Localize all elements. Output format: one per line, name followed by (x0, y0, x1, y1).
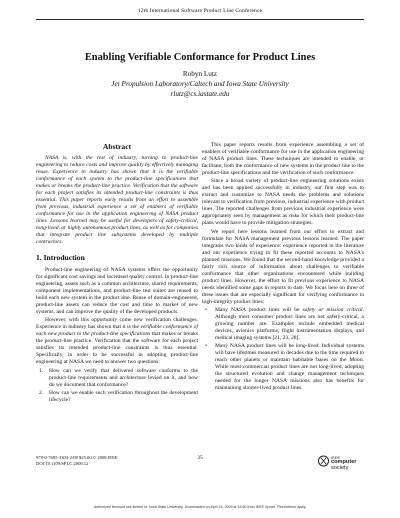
body-paragraph-2: Since a broad variety of product-line engineering solutions exists and has been applied successfully in industry, our first step was to extract and customize to NASA needs the problems and solutions relevant to verification from previous, industrial experience with product lines. The reported challenges from previous industrial experience were appropriately seen by management as risks for which their product-line plans would have to provide mitigation strategies. (202, 178, 364, 227)
author-affiliation: Jet Propulsion Laboratory/Caltech and Iowa State University (111, 80, 289, 88)
abstract-text: NASA is, with the rest of industry, turning to product-line engineering to reduce costs and improve quality by effectively managing reuse. Experience in industry has shown that it is the verifiable conformance of each system to the product-line specifications that makes or breaks the product-line practice. Verification that the software for each project satisfies its intended product-line constraints is thus essential. This paper reports early results from an effort to assemble from previous, industrial experience a set of enablers of verifiable conformance for use in the application engineering of NASA product lines. Lessons learned may be useful for developers of safety-critical, long-lived, or highly autonomous product lines, as well as for companies that integrate product line subsystems developed by multiple contractors. (36, 155, 198, 245)
logo-line-3: society (331, 464, 349, 471)
ieee-computer-society-logo (318, 452, 368, 472)
author-name: Robyn Lutz (182, 70, 218, 78)
logo-line-2: computer (331, 459, 357, 466)
body-paragraph-3: We report here lessons learned from our effort to extract and formulate for NASA management previous lessons learned. The paper integrates two kinds of experience: experience reported in the literature and our experience trying to fit these reported accounts to NASA's planned missions. We found that the second-hand knowledge provided a fairly rich source of information about challenges to verifiable conformance that other organizations encountered while building product lines. However, the effort to fit previous experience to NASA needs identified some gaps in reports to date. We focus here on three of these issues that are especially significant for verifying conformance in high-integrity product lines: (202, 228, 364, 305)
conference-header: 12th International Software Product Line Conference (137, 8, 263, 14)
intro-paragraph-2 (36, 317, 198, 366)
logo-line-1: IEEE (331, 455, 341, 460)
page-number: 35 (197, 455, 203, 461)
issue-item (202, 343, 364, 392)
intro-paragraph-1: Product-line engineering of NASA systems offers the opportunity for significant cost savings and increased quality control. In product-line engineering, assets such as a common architecture, shared requirements, component implementations, and product-line test suites are reused to build each new system in the product line. Reuse of domain-engineered, product-line assets can reduce the cost and time to market of new systems, and can improve the quality of the developed products. (36, 267, 198, 315)
question-list (36, 368, 198, 404)
issue-item (202, 307, 364, 342)
intro-heading: 1. Introduction (36, 253, 85, 262)
intro-paragraph-2-end: that makes or breaks the product-line practice. Verification that the software for each project satisfies its intended product-line constraints is thus essential. Specifically, in order to be successful in adopting product-line engineering at NASA we need to answer two questions: (36, 331, 198, 366)
left-column (36, 142, 198, 405)
bullet-icon: • (205, 343, 207, 350)
issue-emphasis: long-lived (295, 343, 319, 350)
issue-text-start: Many NASA product lines will be (215, 307, 303, 314)
body-paragraph-1: This paper reports results from experience assembling a set of enablers of verifiable conformance for use in the application engineering of NASA product lines. These techniques are intended to enable, or facilitate, both the conformance of new systems in the product line to the product-line specifications and the verification of such conformance. (202, 142, 364, 176)
question-number: 2. (39, 389, 44, 396)
authorized-use-notice: Authorized licensed use limited to: Iowa State University. Downloaded on April 16, 2009 at 15:50 from IEEE Xplore. Restrictions apply. (93, 505, 307, 509)
question-number: 1. (39, 367, 44, 374)
right-column (202, 142, 364, 393)
bullet-icon: • (205, 307, 207, 314)
issue-text-end: . Although most consumer product lines are not safety-critical, a growing number are. Examples include embedded medical devices, avionics platforms, flight instrumentation displays, and medical imaging systems [21, 23, 28]. (215, 307, 364, 342)
issue-emphasis: safety or mission critical (302, 307, 363, 314)
header-rule (36, 19, 364, 20)
intro-paragraph-2-start: However, with this opportunity come new verification challenges. Experience in industry has shown that it is the (36, 317, 198, 331)
abstract-heading: Abstract (102, 142, 132, 151)
question-text: How can we verify that delivered software conforms to the product-line requirements and architecture levied on it, and how do we document that conformance? (49, 367, 198, 388)
question-item (36, 368, 198, 389)
question-item (36, 390, 198, 404)
footer-isbn: 978-0-7695-3303-2/08 $25.00 © 2008 IEEE (36, 455, 118, 460)
paper-title: Enabling Verifiable Conformance for Product Lines (84, 52, 316, 63)
author-email: rlutz@cs.iastate.edu (170, 90, 230, 98)
issue-text-start: Many NASA product lines will be (215, 343, 296, 350)
logo-mark-icon (318, 454, 329, 468)
intro-paragraph-2-emphasis: verifiable conformance of each new product to the product-line specifications (36, 324, 198, 338)
footer-doi: DOI 10.1109/SPLC.2008.12 (36, 461, 89, 466)
question-text: How can we enable such verification throughout the development lifecycle? (49, 389, 198, 403)
issue-text-end: . Individual systems will have lifetimes measured in decades due to the time required to reach other planets or maintain habitable bases on the Moon. While most commercial product lines are not long-lived, adopting the structured evolution and change management techniques needed for the longer NASA missions also has benefits for maintaining shorter-lived product lines. (215, 343, 364, 392)
issue-list (202, 307, 364, 392)
logo-text (331, 455, 357, 471)
